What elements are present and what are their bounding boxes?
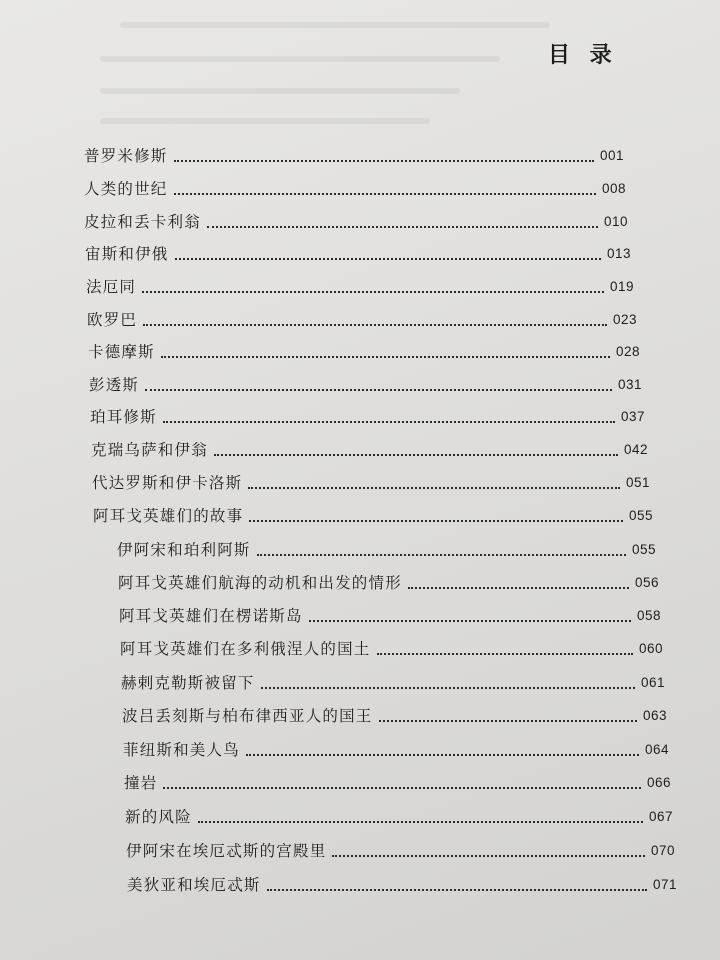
toc-entry[interactable] <box>87 308 637 332</box>
leader-dots <box>408 587 629 589</box>
toc-entry-title: 菲纽斯和美人鸟 <box>123 741 240 759</box>
toc-subentry[interactable] <box>118 571 659 595</box>
leader-dots <box>214 454 618 456</box>
toc-entry-title: 新的风险 <box>125 808 192 826</box>
toc-entry-title: 法厄同 <box>86 278 137 296</box>
toc-entry-page: 055 <box>631 542 656 557</box>
leader-dots <box>309 620 631 622</box>
toc-entry-title: 克瑞乌萨和伊翁 <box>91 441 208 459</box>
leader-dots <box>332 855 645 857</box>
toc-entry[interactable] <box>90 405 645 429</box>
leader-dots <box>267 889 647 891</box>
toc-entry-title: 阿耳戈英雄们在多利俄涅人的国土 <box>120 640 371 658</box>
leader-dots <box>163 421 615 423</box>
toc-subentry[interactable] <box>122 704 667 728</box>
toc-entry-page: 066 <box>646 775 671 790</box>
toc-entry-page: 019 <box>609 279 634 294</box>
leader-dots <box>174 193 596 195</box>
leader-dots <box>198 821 643 823</box>
toc-entry-page: 070 <box>650 843 675 858</box>
toc-entry-title: 伊阿宋和珀利阿斯 <box>117 541 251 559</box>
toc-entry-title: 普罗米修斯 <box>84 147 168 165</box>
toc-entry[interactable] <box>84 210 628 234</box>
toc-entry[interactable] <box>85 242 631 266</box>
toc-entry[interactable] <box>86 275 634 299</box>
toc-entry-page: 060 <box>638 641 663 656</box>
toc-subentry[interactable] <box>123 738 669 762</box>
toc-subentry[interactable] <box>125 805 673 829</box>
toc-entry-page: 055 <box>628 508 653 523</box>
toc-subentry[interactable] <box>117 538 656 562</box>
toc-entry-title: 珀耳修斯 <box>90 408 157 426</box>
toc-entry-page: 042 <box>623 442 648 457</box>
toc-entry-page: 031 <box>617 377 642 392</box>
toc-entry-title: 撞岩 <box>124 774 158 792</box>
toc-entry[interactable] <box>89 373 642 397</box>
leader-dots <box>145 389 612 391</box>
toc-entry-page: 023 <box>612 312 637 327</box>
toc-entry[interactable] <box>84 177 626 201</box>
toc-subentry[interactable] <box>127 873 677 897</box>
leader-dots <box>161 356 610 358</box>
toc-entry-page: 008 <box>601 181 626 196</box>
toc-entry-title: 美狄亚和埃厄忒斯 <box>127 876 261 894</box>
leader-dots <box>261 687 635 689</box>
leader-dots <box>174 160 594 162</box>
toc-entry-title: 阿耳戈英雄们航海的动机和出发的情形 <box>118 574 402 592</box>
toc-subentry[interactable] <box>121 671 665 695</box>
leader-dots <box>246 754 639 756</box>
toc-entry-page: 051 <box>625 475 650 490</box>
toc-entry-page: 061 <box>640 675 665 690</box>
toc-entry-title: 皮拉和丢卡利翁 <box>84 213 201 231</box>
leader-dots <box>207 226 598 228</box>
leader-dots <box>249 520 623 522</box>
toc-entry[interactable] <box>88 340 640 364</box>
leader-dots <box>175 258 601 260</box>
leader-dots <box>143 324 607 326</box>
leader-dots <box>377 653 633 655</box>
toc-entry-page: 063 <box>642 708 667 723</box>
leader-dots <box>163 787 641 789</box>
toc-entry-title: 波吕丢刻斯与柏布律西亚人的国王 <box>122 707 373 725</box>
toc-entry-page: 071 <box>652 877 677 892</box>
toc-entry-page: 010 <box>603 214 628 229</box>
toc-entry-page: 058 <box>636 608 661 623</box>
toc-entry[interactable] <box>84 144 624 168</box>
toc-entry-title: 人类的世纪 <box>84 180 168 198</box>
leader-dots <box>379 720 637 722</box>
toc-entry-title: 代达罗斯和伊卡洛斯 <box>92 474 243 492</box>
leader-dots <box>257 554 626 556</box>
toc-entry[interactable] <box>91 438 648 462</box>
toc-entry-title: 阿耳戈英雄们的故事 <box>93 507 244 525</box>
toc-subentry[interactable] <box>126 839 675 863</box>
toc-entry-page: 056 <box>634 575 659 590</box>
toc-entry-title: 彭透斯 <box>89 376 140 394</box>
toc-entry-page: 028 <box>615 344 640 359</box>
toc-entry-title: 宙斯和伊俄 <box>85 245 169 263</box>
toc-entry-title: 伊阿宋在埃厄忒斯的宫殿里 <box>126 842 327 860</box>
toc-entry-page: 067 <box>648 809 673 824</box>
toc-entry-page: 013 <box>606 246 631 261</box>
toc-entry-page: 037 <box>620 409 645 424</box>
toc-subentry[interactable] <box>124 771 671 795</box>
toc-entry-page: 001 <box>599 148 624 163</box>
toc-heading: 目 录 <box>548 42 618 68</box>
toc-subentry[interactable] <box>119 604 661 628</box>
leader-dots <box>248 487 620 489</box>
leader-dots <box>142 291 604 293</box>
toc-subentry[interactable] <box>120 637 663 661</box>
toc-entry-title: 欧罗巴 <box>87 311 138 329</box>
toc-entry[interactable] <box>92 471 650 495</box>
toc-entry[interactable] <box>93 504 653 528</box>
toc-entry-page: 064 <box>644 742 669 757</box>
toc-entry-title: 卡德摩斯 <box>88 343 155 361</box>
toc-entry-title: 赫剌克勒斯被留下 <box>121 674 255 692</box>
toc-entry-title: 阿耳戈英雄们在楞诺斯岛 <box>119 607 303 625</box>
